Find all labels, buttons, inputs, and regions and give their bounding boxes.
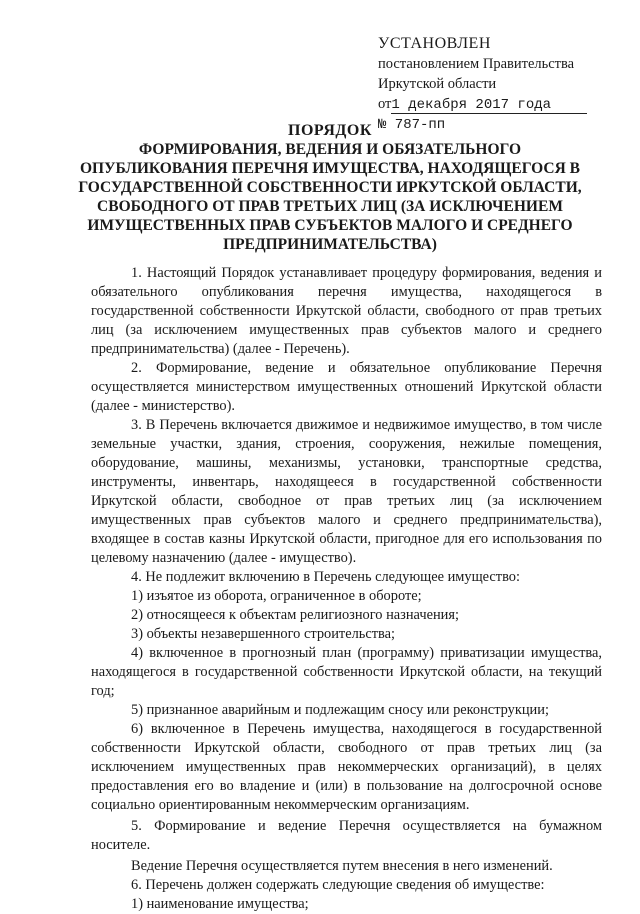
title-line: ОПУБЛИКОВАНИЯ ПЕРЕЧНЯ ИМУЩЕСТВА, НАХОДЯЩЕГОСЯ В <box>79 160 581 177</box>
list-item: 3) объекты незавершенного строительства; <box>131 626 395 642</box>
approval-stamp <box>378 34 608 135</box>
paragraph-5: 5. Формирование и ведение Перечня осуществляется на бумажном носителе. <box>91 818 602 853</box>
title-line: ГОСУДАРСТВЕННОЙ СОБСТВЕННОСТИ ИРКУТСКОЙ ОБЛАСТИ, <box>78 179 582 196</box>
paragraph-2: 2. Формирование, ведение и обязательное опубликование Перечня осуществляется министерством имущественных отношений Иркутской области (далее - министерство). <box>91 360 602 414</box>
list-item: 1) наименование имущества; <box>131 896 309 912</box>
approval-status: УСТАНОВЛЕН <box>378 35 491 52</box>
list-item: 1) изъятое из оборота, ограниченное в обороте; <box>131 588 422 604</box>
approval-date-prefix: от <box>378 96 392 112</box>
document-body <box>91 264 602 914</box>
approval-date-line <box>378 94 608 115</box>
approval-line-1: постановлением Правительства <box>378 56 575 72</box>
title-line: ПРЕДПРИНИМАТЕЛЬСТВА) <box>223 236 437 253</box>
paragraph-6: 6. Перечень должен содержать следующие сведения об имуществе: <box>131 877 545 893</box>
paragraph-3: 3. В Перечень включается движимое и недвижимое имущество, в том числе земельные участки, здания, строения, сооружения, нежилые помещения, оборудование, машины, механизмы, установки, транспортные средства, инструменты, инвентарь, находящееся в государственной собственности Иркутской области, свободное от прав третьих лиц (за исключением имущественных прав субъектов малого и среднего предпринимательства), входящее в состав казны Иркутской области, пригодное для его использования по целевому назначению (далее - имущество). <box>91 417 602 566</box>
title-line: ФОРМИРОВАНИЯ, ВЕДЕНИЯ И ОБЯЗАТЕЛЬНОГО <box>138 141 522 158</box>
title-heading: ПОРЯДОК <box>288 122 372 139</box>
paragraph-5-note: Ведение Перечня осуществляется путем внесения в него изменений. <box>131 858 553 874</box>
list-item: 4) включенное в прогнозный план (программу) приватизации имущества, находящегося в государственной собственности Иркутской области, на текущий год; <box>91 645 602 699</box>
approval-number: № 787-пп <box>378 117 446 133</box>
list-item: 2) относящееся к объектам религиозного назначения; <box>131 607 460 623</box>
approval-date: 1 декабря 2017 года <box>391 97 587 114</box>
paragraph-4: 4. Не подлежит включению в Перечень следующее имущество: <box>131 569 520 585</box>
list-item: 5) признанное аварийным и подлежащим сносу или реконструкции; <box>131 702 549 718</box>
paragraph-1: 1. Настоящий Порядок устанавливает процедуру формирования, ведения и обязательного опубликования перечня имущества, находящегося в государственной собственности Иркутской области, свободного от прав третьих лиц (за исключением имущественных прав субъектов малого и среднего предпринимательства) (далее - Перечень). <box>91 265 602 357</box>
approval-line-2: Иркутской области <box>378 76 497 92</box>
list-item: 6) включенное в Перечень имущества, находящегося в государственной собственности Иркутской области, свободного от прав третьих лиц (за исключением имущественных прав некоммерческих организаций), в целях предоставления его во владение и (или) в пользование на долгосрочной основе социально ориентированным некоммерческим организациям. <box>91 721 602 813</box>
title-line: СВОБОДНОГО ОТ ПРАВ ТРЕТЬИХ ЛИЦ (ЗА ИСКЛЮЧЕНИЕМ <box>97 198 563 215</box>
title-line: ИМУЩЕСТВЕННЫХ ПРАВ СУБЪЕКТОВ МАЛОГО И СРЕДНЕГО <box>87 217 573 234</box>
document-title <box>70 121 590 254</box>
